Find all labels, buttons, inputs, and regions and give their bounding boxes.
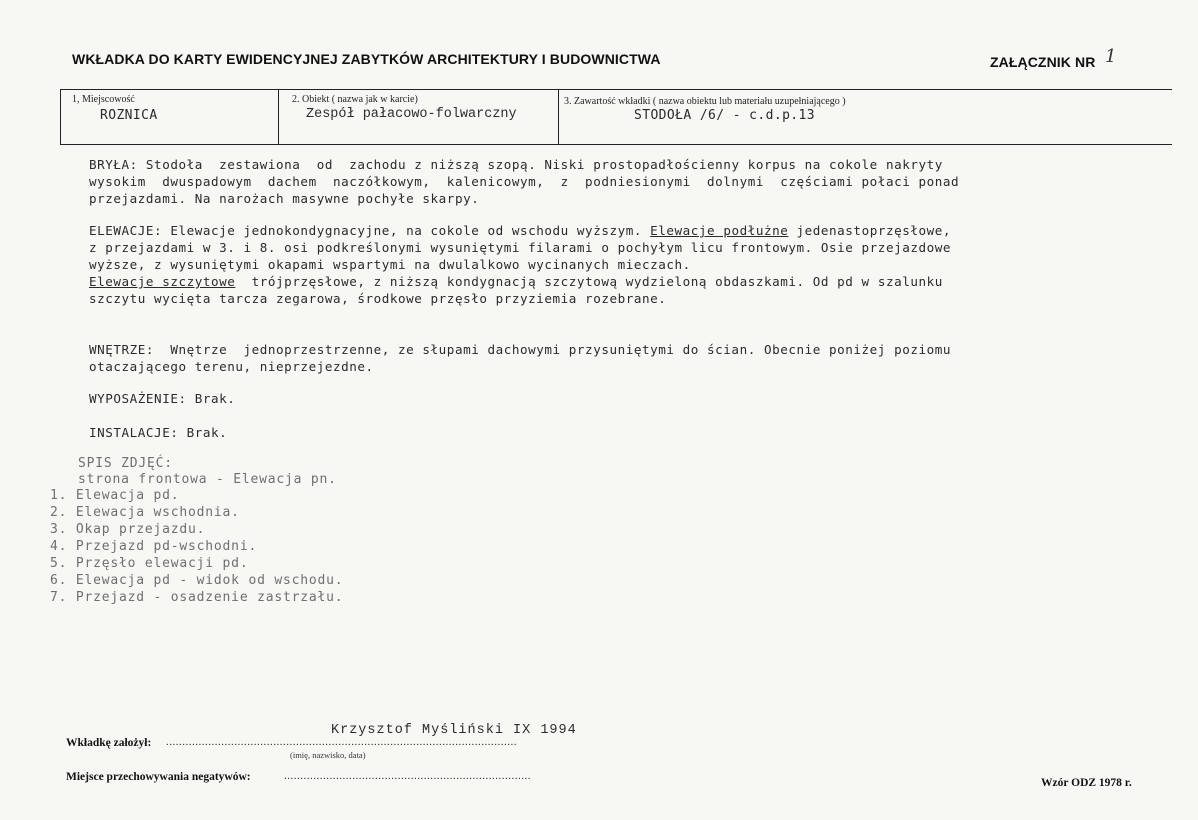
object-label: 2. Obiekt ( nazwa jak w karcie) xyxy=(292,94,418,105)
elewacje-line-4 xyxy=(89,274,943,289)
form-title: WKŁADKA DO KARTY EWIDENCYJNEJ ZABYTKÓW ARCHITEKTURY I BUDOWNICTWA xyxy=(72,51,661,67)
bottom-rule xyxy=(60,144,1172,145)
photo-item-number: 7. xyxy=(50,590,68,605)
column-divider-2 xyxy=(558,89,559,145)
bryla-heading: BRYŁA: xyxy=(89,157,138,172)
wnetrze-line-2: otaczającego terenu, nieprzejezdne. xyxy=(89,359,374,374)
photo-item xyxy=(50,488,179,503)
photo-item-number: 6. xyxy=(50,573,68,588)
photo-item xyxy=(50,556,248,571)
storage-dotted-line: ............................................................................ xyxy=(284,770,531,782)
photo-item-text: Elewacja pd. xyxy=(75,488,180,503)
content-value: STODOŁA /6/ - c.d.p.13 xyxy=(634,108,815,123)
content-label: 3. Zawartość wkładki ( nazwa obiektu lub materiału uzupełniającego ) xyxy=(564,96,846,107)
locality-label: 1, Miejscowość xyxy=(72,94,135,105)
photo-item-number: 3. xyxy=(50,522,68,537)
object-value: Zespół pałacowo-folwarczny xyxy=(306,107,517,122)
attachment-number: 1 xyxy=(1105,46,1117,67)
photo-item-number: 4. xyxy=(50,539,68,554)
elewacje-text-c: trójprzęsłowe, z niższą kondygnacją szczytową wydzieloną obdaszkami. Od pd w szalunku xyxy=(235,274,943,289)
photo-item-text: Okap przejazdu. xyxy=(75,522,206,537)
left-border xyxy=(60,89,61,145)
wyposazenie: WYPOSAŻENIE: Brak. xyxy=(89,391,236,406)
column-divider-1 xyxy=(278,89,279,145)
instalacje: INSTALACJE: Brak. xyxy=(89,425,228,440)
photo-item xyxy=(50,522,205,537)
photos-heading: SPIS ZDJĘĆ: xyxy=(78,456,173,471)
photo-item xyxy=(50,590,343,605)
photo-item-number: 5. xyxy=(50,556,68,571)
elewacje-line-2: z przejazdami w 3. i 8. osi podkreślonymi wysuniętymi filarami o pochyłym licu frontowym. Osie przejazdowe xyxy=(89,240,951,255)
photos-front: strona frontowa - Elewacja pn. xyxy=(78,472,337,487)
elewacje-text-a: ELEWACJE: Elewacje jednokondygnacyjne, na cokole od wschodu wyższym. xyxy=(89,223,651,238)
photo-item-text: Elewacja wschodnia. xyxy=(75,505,240,520)
template-label: Wzór ODZ 1978 r. xyxy=(1041,777,1132,789)
author-dotted-line: ............................................................................................................ xyxy=(166,736,517,748)
photo-item-number: 1. xyxy=(50,488,68,503)
elewacje-line-3: wyższe, z wysuniętymi okapami wspartymi na dwulalkowo wycinanych mieczach. xyxy=(89,257,691,272)
top-rule xyxy=(60,89,1172,90)
bryla-line-1 xyxy=(89,157,943,172)
locality-value: ROZNICA xyxy=(100,108,158,123)
photo-item-number: 2. xyxy=(50,505,68,520)
elewacje-line-1 xyxy=(89,223,951,238)
bryla-line-2: wysokim dwuspadowym dachem naczółkowym, kalenicowym, z podniesionymi dolnymi częściami połaci ponad xyxy=(89,174,960,189)
photo-item-text: Elewacja pd - widok od wschodu. xyxy=(75,573,344,588)
elewacje-szczytowe: Elewacje szczytowe xyxy=(89,274,236,289)
elewacje-text-b: jedenastoprzęsłowe, xyxy=(788,223,952,238)
elewacje-line-5: szczytu wycięta tarcza zegarowa, środkowe przęsło przyziemia rozebrane. xyxy=(89,291,667,306)
author-hint: (imię, nazwisko, data) xyxy=(290,750,366,760)
bryla-line-3: przejazdami. Na narożach masywne pochyłe skarpy. xyxy=(89,191,480,206)
attachment-label: ZAŁĄCZNIK NR xyxy=(990,54,1096,70)
photo-item xyxy=(50,505,240,520)
storage-label: Miejsce przechowywania negatywów: xyxy=(66,771,251,783)
photo-item-text: Przejazd pd-wschodni. xyxy=(75,539,258,554)
photo-item-text: Przejazd - osadzenie zastrzału. xyxy=(75,590,344,605)
bryla-text: Stodoła zestawiona od zachodu z niższą szopą. Niski prostopadłościenny korpus na cokole nakryty xyxy=(137,157,943,172)
author-value: Krzysztof Myśliński IX 1994 xyxy=(331,723,577,738)
elewacje-podluzne: Elewacje podłużne xyxy=(650,223,789,238)
photo-item-text: Przęsło elewacji pd. xyxy=(75,556,249,571)
wnetrze-line-1: WNĘTRZE: Wnętrze jednoprzestrzenne, ze słupami dachowymi przysuniętymi do ścian. Obecnie poniżej poziomu xyxy=(89,342,951,357)
photo-item xyxy=(50,539,257,554)
author-label: Wkładkę założył: xyxy=(66,737,152,749)
photo-item xyxy=(50,573,343,588)
